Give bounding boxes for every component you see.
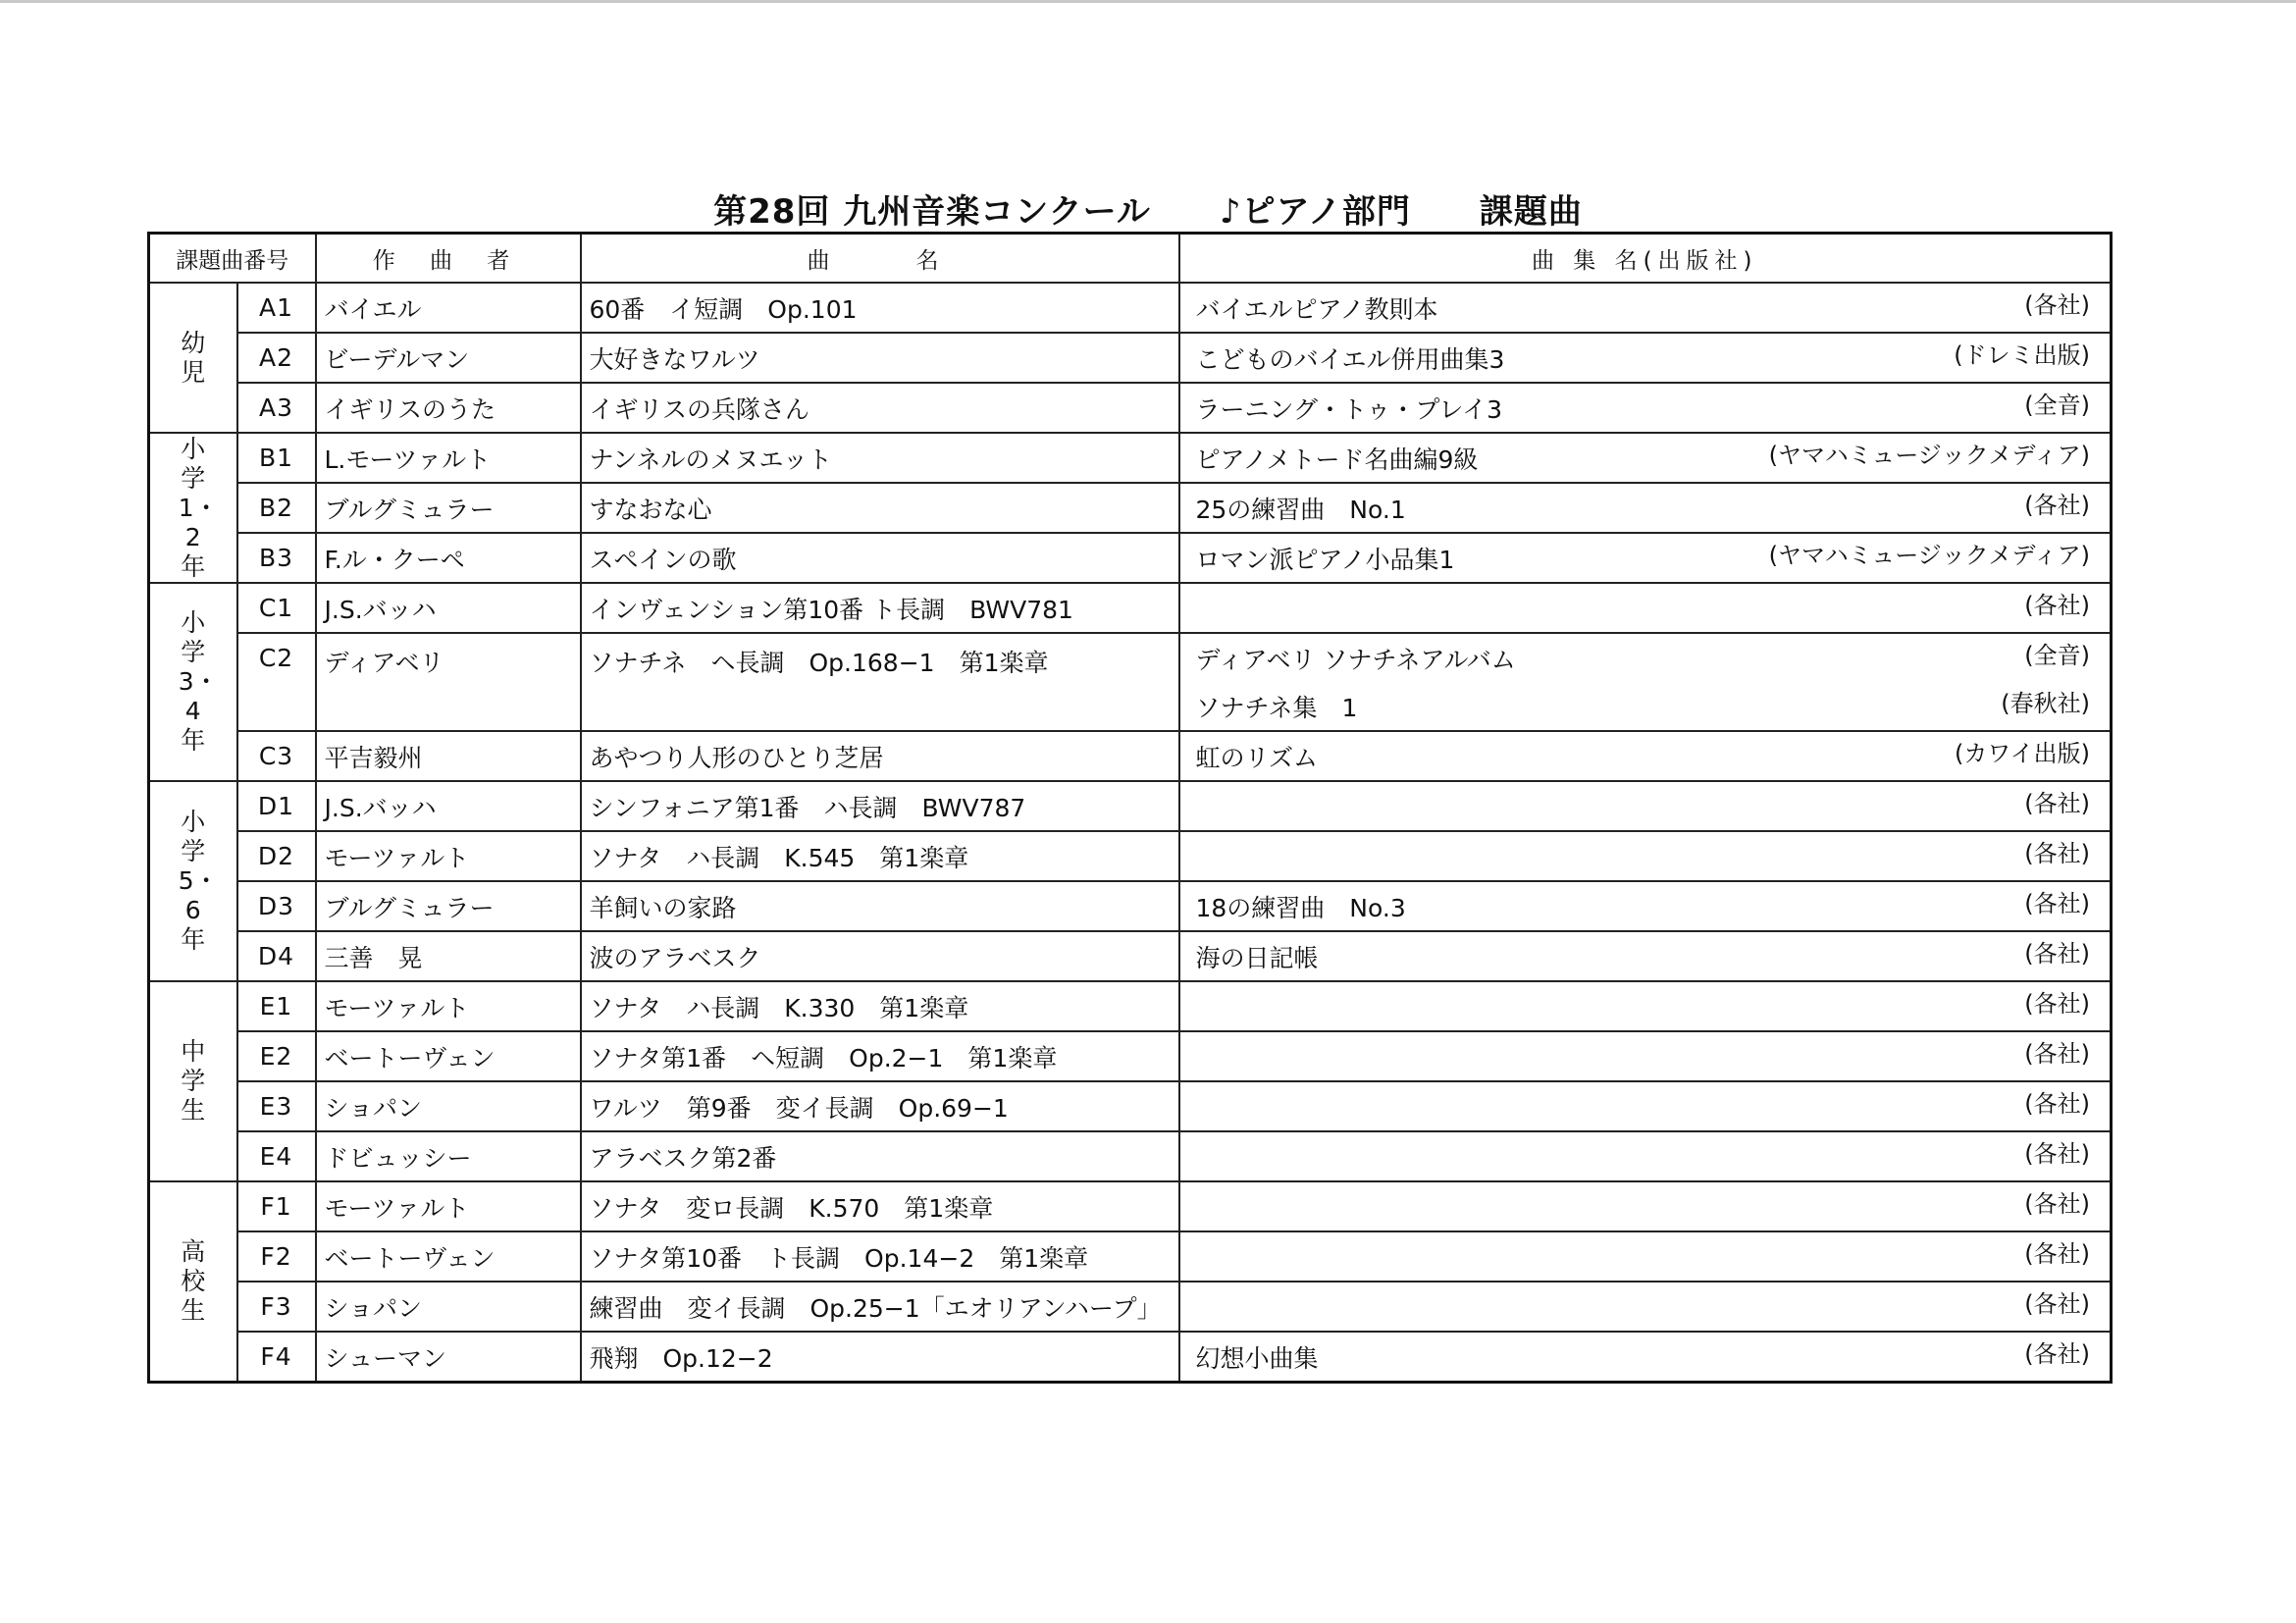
composer-name: 平吉毅州 xyxy=(316,731,581,781)
book-title: こどものバイエル併用曲集3 xyxy=(1195,345,1505,374)
grade-label xyxy=(149,283,237,433)
table-row xyxy=(149,483,2112,533)
book-title: 18の練習曲 No.3 xyxy=(1195,894,1406,922)
table-row xyxy=(149,831,2112,881)
book-cell xyxy=(1179,533,2112,583)
piece-code: E3 xyxy=(237,1081,316,1131)
book-title: ディアベリ ソナチネアルバム xyxy=(1195,646,1516,674)
piece-code: A3 xyxy=(237,383,316,433)
composer-name: ショパン xyxy=(316,1282,581,1332)
piece-title: 飛翔 Op.12−2 xyxy=(581,1332,1179,1383)
piece-code: E2 xyxy=(237,1031,316,1081)
publisher-name: (カワイ出版) xyxy=(1954,740,2090,767)
grade-text: 小学1・2年 xyxy=(178,434,219,581)
piece-code: F2 xyxy=(237,1231,316,1282)
scan-top-edge xyxy=(0,0,2296,3)
book-cell xyxy=(1179,831,2112,881)
piece-code: F1 xyxy=(237,1181,316,1231)
piece-title: ソナタ第10番 ト長調 Op.14−2 第1楽章 xyxy=(581,1231,1179,1282)
composer-name: F.ル・クーペ xyxy=(316,533,581,583)
book-title: 虹のリズム xyxy=(1195,744,1319,772)
grade-text: 中学生 xyxy=(181,1037,206,1125)
book-title: ソナチネ集 1 xyxy=(1195,694,1358,722)
publisher-name: (ドレミ出版) xyxy=(1954,341,2090,369)
composer-name: ディアベリ xyxy=(316,633,581,731)
book-cell xyxy=(1179,333,2112,383)
book-cell xyxy=(1179,781,2112,831)
publisher-name: (各社) xyxy=(2024,1340,2090,1368)
repertoire-table xyxy=(147,232,2113,1384)
table-row xyxy=(149,1282,2112,1332)
book-title: 幻想小曲集 xyxy=(1195,1344,1319,1373)
publisher-name: (各社) xyxy=(2024,940,2090,968)
piece-title: スペインの歌 xyxy=(581,533,1179,583)
book-line xyxy=(1188,1232,2103,1281)
book-title: 海の日記帳 xyxy=(1195,944,1319,972)
book-cell xyxy=(1179,881,2112,931)
grade-label xyxy=(149,1181,237,1383)
composer-name: J.S.バッハ xyxy=(316,583,581,633)
piece-title: 練習曲 変イ長調 Op.25−1「エオリアンハープ」 xyxy=(581,1282,1179,1332)
composer-name: ドビュッシー xyxy=(316,1131,581,1181)
piece-title: ナンネルのメヌエット xyxy=(581,433,1179,483)
title-contest: 第28回 九州音楽コンクール xyxy=(713,191,1151,232)
composer-name: シューマン xyxy=(316,1332,581,1383)
piece-code: A2 xyxy=(237,333,316,383)
grade-label xyxy=(149,781,237,981)
composer-name: バイエル xyxy=(316,283,581,333)
publisher-name: (ヤマハミュージックメディア) xyxy=(1768,442,2090,469)
header-piece: 曲 名 xyxy=(581,234,1179,284)
composer-name: イギリスのうた xyxy=(316,383,581,433)
book-cell xyxy=(1179,483,2112,533)
grade-text: 小学3・4年 xyxy=(178,608,219,755)
book-line xyxy=(1188,334,2103,382)
composer-name: モーツァルト xyxy=(316,1181,581,1231)
piece-title: ソナタ 変ロ長調 K.570 第1楽章 xyxy=(581,1181,1179,1231)
table-row xyxy=(149,731,2112,781)
publisher-name: (各社) xyxy=(2024,291,2090,319)
piece-code: C2 xyxy=(237,633,316,731)
publisher-name: (各社) xyxy=(2024,1240,2090,1268)
table-row xyxy=(149,931,2112,981)
table-row xyxy=(149,781,2112,831)
publisher-name: (ヤマハミュージックメディア) xyxy=(1768,542,2090,569)
grade-text: 小学5・6年 xyxy=(178,808,219,954)
book-title: 25の練習曲 No.1 xyxy=(1195,496,1406,524)
publisher-name: (各社) xyxy=(2024,1290,2090,1318)
composer-name: モーツァルト xyxy=(316,831,581,881)
piece-title: アラベスク第2番 xyxy=(581,1131,1179,1181)
table-row xyxy=(149,583,2112,633)
publisher-name: (春秋社) xyxy=(2001,690,2090,717)
table-body xyxy=(149,283,2112,1383)
header-row xyxy=(149,234,2112,284)
book-cell xyxy=(1179,1231,2112,1282)
book-line xyxy=(1188,1132,2103,1180)
table-row xyxy=(149,981,2112,1031)
piece-code: D3 xyxy=(237,881,316,931)
book-line xyxy=(1188,434,2103,482)
book-cell xyxy=(1179,931,2112,981)
composer-name: ベートーヴェン xyxy=(316,1031,581,1081)
publisher-name: (全音) xyxy=(2024,642,2090,669)
publisher-name: (各社) xyxy=(2024,1140,2090,1168)
grade-text: 高校生 xyxy=(181,1237,206,1325)
table-row xyxy=(149,1081,2112,1131)
book-cell xyxy=(1179,1332,2112,1383)
book-title: ロマン派ピアノ小品集1 xyxy=(1195,546,1455,574)
table-row xyxy=(149,1332,2112,1383)
piece-code: C1 xyxy=(237,583,316,633)
composer-name: ショパン xyxy=(316,1081,581,1131)
publisher-name: (各社) xyxy=(2024,990,2090,1018)
piece-code: D1 xyxy=(237,781,316,831)
book-cell xyxy=(1179,633,2112,731)
header-composer: 作 曲 者 xyxy=(316,234,581,284)
book-cell xyxy=(1179,1081,2112,1131)
composer-name: ブルグミュラー xyxy=(316,483,581,533)
book-line xyxy=(1188,1182,2103,1230)
book-line xyxy=(1188,982,2103,1030)
book-line xyxy=(1188,1283,2103,1331)
book-cell xyxy=(1179,1181,2112,1231)
publisher-name: (各社) xyxy=(2024,492,2090,519)
table-row xyxy=(149,881,2112,931)
book-title: バイエルピアノ教則本 xyxy=(1195,295,1438,324)
publisher-name: (各社) xyxy=(2024,790,2090,817)
piece-code: A1 xyxy=(237,283,316,333)
grade-label xyxy=(149,583,237,781)
book-line xyxy=(1188,384,2103,432)
composer-name: ベートーヴェン xyxy=(316,1231,581,1282)
composer-name: L.モーツァルト xyxy=(316,433,581,483)
table-row xyxy=(149,533,2112,583)
table-row xyxy=(149,283,2112,333)
book-title: ピアノメトード名曲編9級 xyxy=(1195,445,1479,474)
grade-label xyxy=(149,981,237,1181)
book-line xyxy=(1188,782,2103,830)
book-line xyxy=(1188,732,2103,780)
book-line xyxy=(1188,932,2103,980)
book-cell xyxy=(1179,1131,2112,1181)
piece-code: F3 xyxy=(237,1282,316,1332)
book-cell xyxy=(1179,1282,2112,1332)
table-row xyxy=(149,1231,2112,1282)
book-cell xyxy=(1179,981,2112,1031)
piece-code: E4 xyxy=(237,1131,316,1181)
piece-title: すなおな心 xyxy=(581,483,1179,533)
piece-title: 羊飼いの家路 xyxy=(581,881,1179,931)
book-title: ラーニング・トゥ・プレイ3 xyxy=(1195,395,1503,424)
piece-code: D2 xyxy=(237,831,316,881)
piece-code: C3 xyxy=(237,731,316,781)
book-line xyxy=(1188,634,2103,682)
composer-name: J.S.バッハ xyxy=(316,781,581,831)
publisher-name: (各社) xyxy=(2024,1190,2090,1218)
piece-title: ワルツ 第9番 変イ長調 Op.69−1 xyxy=(581,1081,1179,1131)
piece-title: あやつり人形のひとり芝居 xyxy=(581,731,1179,781)
book-cell xyxy=(1179,383,2112,433)
piece-code: B3 xyxy=(237,533,316,583)
table-row xyxy=(149,1031,2112,1081)
book-line xyxy=(1188,484,2103,532)
composer-name: モーツァルト xyxy=(316,981,581,1031)
composer-name: ブルグミュラー xyxy=(316,881,581,931)
piece-code: D4 xyxy=(237,931,316,981)
book-line xyxy=(1188,832,2103,880)
piece-code: B2 xyxy=(237,483,316,533)
book-line xyxy=(1188,284,2103,332)
table-row xyxy=(149,1181,2112,1231)
piece-title: 波のアラベスク xyxy=(581,931,1179,981)
publisher-name: (全音) xyxy=(2024,392,2090,419)
publisher-name: (各社) xyxy=(2024,840,2090,867)
publisher-name: (各社) xyxy=(2024,1040,2090,1068)
composer-name: ビーデルマン xyxy=(316,333,581,383)
piece-title: イギリスの兵隊さん xyxy=(581,383,1179,433)
title-division: ♪ピアノ部門 xyxy=(1219,191,1411,232)
piece-title: ソナタ第1番 ヘ短調 Op.2−1 第1楽章 xyxy=(581,1031,1179,1081)
table-row xyxy=(149,383,2112,433)
header-book: 曲 集 名(出版社) xyxy=(1179,234,2112,284)
book-line xyxy=(1188,584,2103,632)
book-line xyxy=(1188,882,2103,930)
piece-code: B1 xyxy=(237,433,316,483)
table-row xyxy=(149,1131,2112,1181)
book-cell xyxy=(1179,731,2112,781)
piece-code: E1 xyxy=(237,981,316,1031)
header-code: 課題曲番号 xyxy=(149,234,316,284)
grade-label xyxy=(149,433,237,583)
title-subject: 課題曲 xyxy=(1479,191,1583,232)
piece-title: 大好きなワルツ xyxy=(581,333,1179,383)
book-cell xyxy=(1179,1031,2112,1081)
piece-title: ソナタ ハ長調 K.330 第1楽章 xyxy=(581,981,1179,1031)
piece-title: インヴェンション第10番 ト長調 BWV781 xyxy=(581,583,1179,633)
book-line xyxy=(1188,1082,2103,1130)
publisher-name: (各社) xyxy=(2024,592,2090,619)
book-line xyxy=(1188,534,2103,582)
table-row xyxy=(149,333,2112,383)
table-row xyxy=(149,633,2112,731)
page-title xyxy=(0,184,2296,233)
piece-code: F4 xyxy=(237,1332,316,1383)
piece-title: ソナチネ ヘ長調 Op.168−1 第1楽章 xyxy=(581,633,1179,731)
table-row xyxy=(149,433,2112,483)
piece-title: シンフォニア第1番 ハ長調 BWV787 xyxy=(581,781,1179,831)
piece-title: ソナタ ハ長調 K.545 第1楽章 xyxy=(581,831,1179,881)
grade-text: 幼児 xyxy=(181,328,206,387)
book-cell xyxy=(1179,583,2112,633)
book-cell xyxy=(1179,433,2112,483)
book-line xyxy=(1188,1333,2103,1381)
book-line xyxy=(1188,682,2103,730)
composer-name: 三善 晃 xyxy=(316,931,581,981)
publisher-name: (各社) xyxy=(2024,890,2090,917)
publisher-name: (各社) xyxy=(2024,1090,2090,1118)
piece-title: 60番 イ短調 Op.101 xyxy=(581,283,1179,333)
book-cell xyxy=(1179,283,2112,333)
book-line xyxy=(1188,1032,2103,1080)
